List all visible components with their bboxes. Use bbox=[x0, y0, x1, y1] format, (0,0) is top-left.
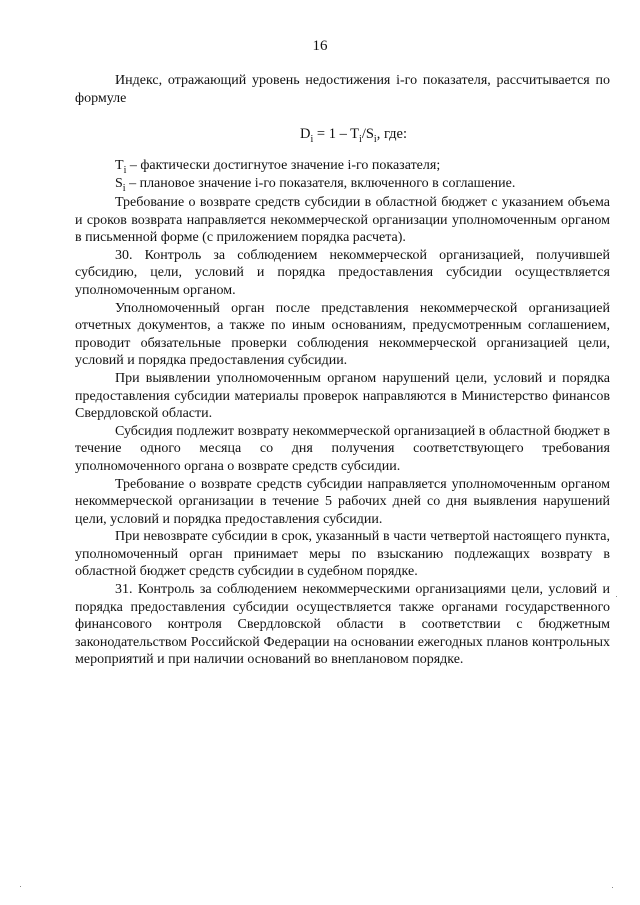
page-number: 16 bbox=[312, 38, 328, 54]
intro-paragraph: Индекс, отражающий уровень недостижения i-го показателя, рассчитывается по формуле bbox=[75, 73, 610, 106]
definition-t-sub: i bbox=[123, 164, 127, 176]
definition-s bbox=[75, 175, 610, 193]
scan-speck bbox=[616, 596, 617, 597]
formula-s-sub: i bbox=[373, 133, 377, 145]
formula-lhs: D bbox=[300, 126, 311, 142]
definition-s-text: – плановое значение i-го показателя, включенного в соглашение. bbox=[125, 175, 516, 191]
formula-eq: = 1 – T bbox=[313, 126, 360, 142]
paragraph-violations: При выявлении уполномоченным органом нарушений цели, условий и порядка предоставления субсидии материалы проверок направляются в Министерство финансов Свердловской области. bbox=[75, 370, 610, 422]
paragraph-31-state-control: 31. Контроль за соблюдением некоммерческими организациями цели, условий и порядка предоставления субсидии осуществляется также органами государственного финансового контроля Свердловской области в соответствии с бюджетным законодательством Российской Федерации на основании ежегодных планов контрольных мероприятий и при наличии оснований во внеплановом порядке. bbox=[75, 582, 610, 668]
main-text bbox=[75, 194, 610, 669]
paragraph-30-control: 30. Контроль за соблюдением некоммерческой организацией, получившей субсидию, цели, условий и порядка предоставления субсидии осуществляется уполномоченным органом. bbox=[75, 247, 610, 298]
definition-s-sub: i bbox=[122, 182, 126, 194]
paragraph-subsidy-return: Субсидия подлежит возврату некоммерческой организацией в областной бюджет в течение одного месяца со дня получения соответствующего требования уполномоченного органа о возврате средств субсидии. bbox=[75, 423, 610, 474]
definition-t-text: – фактически достигнутое значение i-го показателя; bbox=[126, 158, 441, 173]
formula bbox=[300, 126, 407, 143]
formula-slash: /S bbox=[361, 126, 374, 142]
scan-speck bbox=[612, 887, 613, 888]
intro-block bbox=[75, 72, 610, 107]
paragraph-return-notice: Требование о возврате средств субсидии направляется уполномоченным органом некоммерческой организации в течение 5 рабочих дней со дня выявления нарушений цели, условий и порядка предоставления субсидии. bbox=[75, 476, 610, 527]
formula-tail: , где: bbox=[376, 126, 408, 142]
scan-speck bbox=[20, 886, 21, 887]
formula-lhs-sub: i bbox=[310, 133, 314, 145]
paragraph-inspections: Уполномоченный орган после представления некоммерческой организацией отчетных документов, а также по иным основаниям, предусмотренным соглашением, проводит обязательные проверки соблюдения некоммерческой организацией цели, условий и порядка предоставления субсидии. bbox=[75, 300, 610, 369]
definitions-block bbox=[75, 157, 610, 192]
paragraph-non-return: При невозврате субсидии в срок, указанный в части четвертой настоящего пункта, уполномоченный орган принимает меры по взысканию подлежащих возврату в областной бюджет средств субсидии в судебном порядке. bbox=[75, 529, 610, 580]
definition-t bbox=[75, 157, 610, 175]
paragraph-return-requirement: Требование о возврате средств субсидии в областной бюджет с указанием объема и сроков возврата направляется некоммерческой организации уполномоченным органом в письменной форме (с приложением порядка расчета). bbox=[75, 195, 610, 246]
definition-s-symbol: S bbox=[115, 175, 123, 191]
definition-t-symbol: T bbox=[115, 158, 124, 173]
formula-t-sub: i bbox=[359, 133, 362, 145]
